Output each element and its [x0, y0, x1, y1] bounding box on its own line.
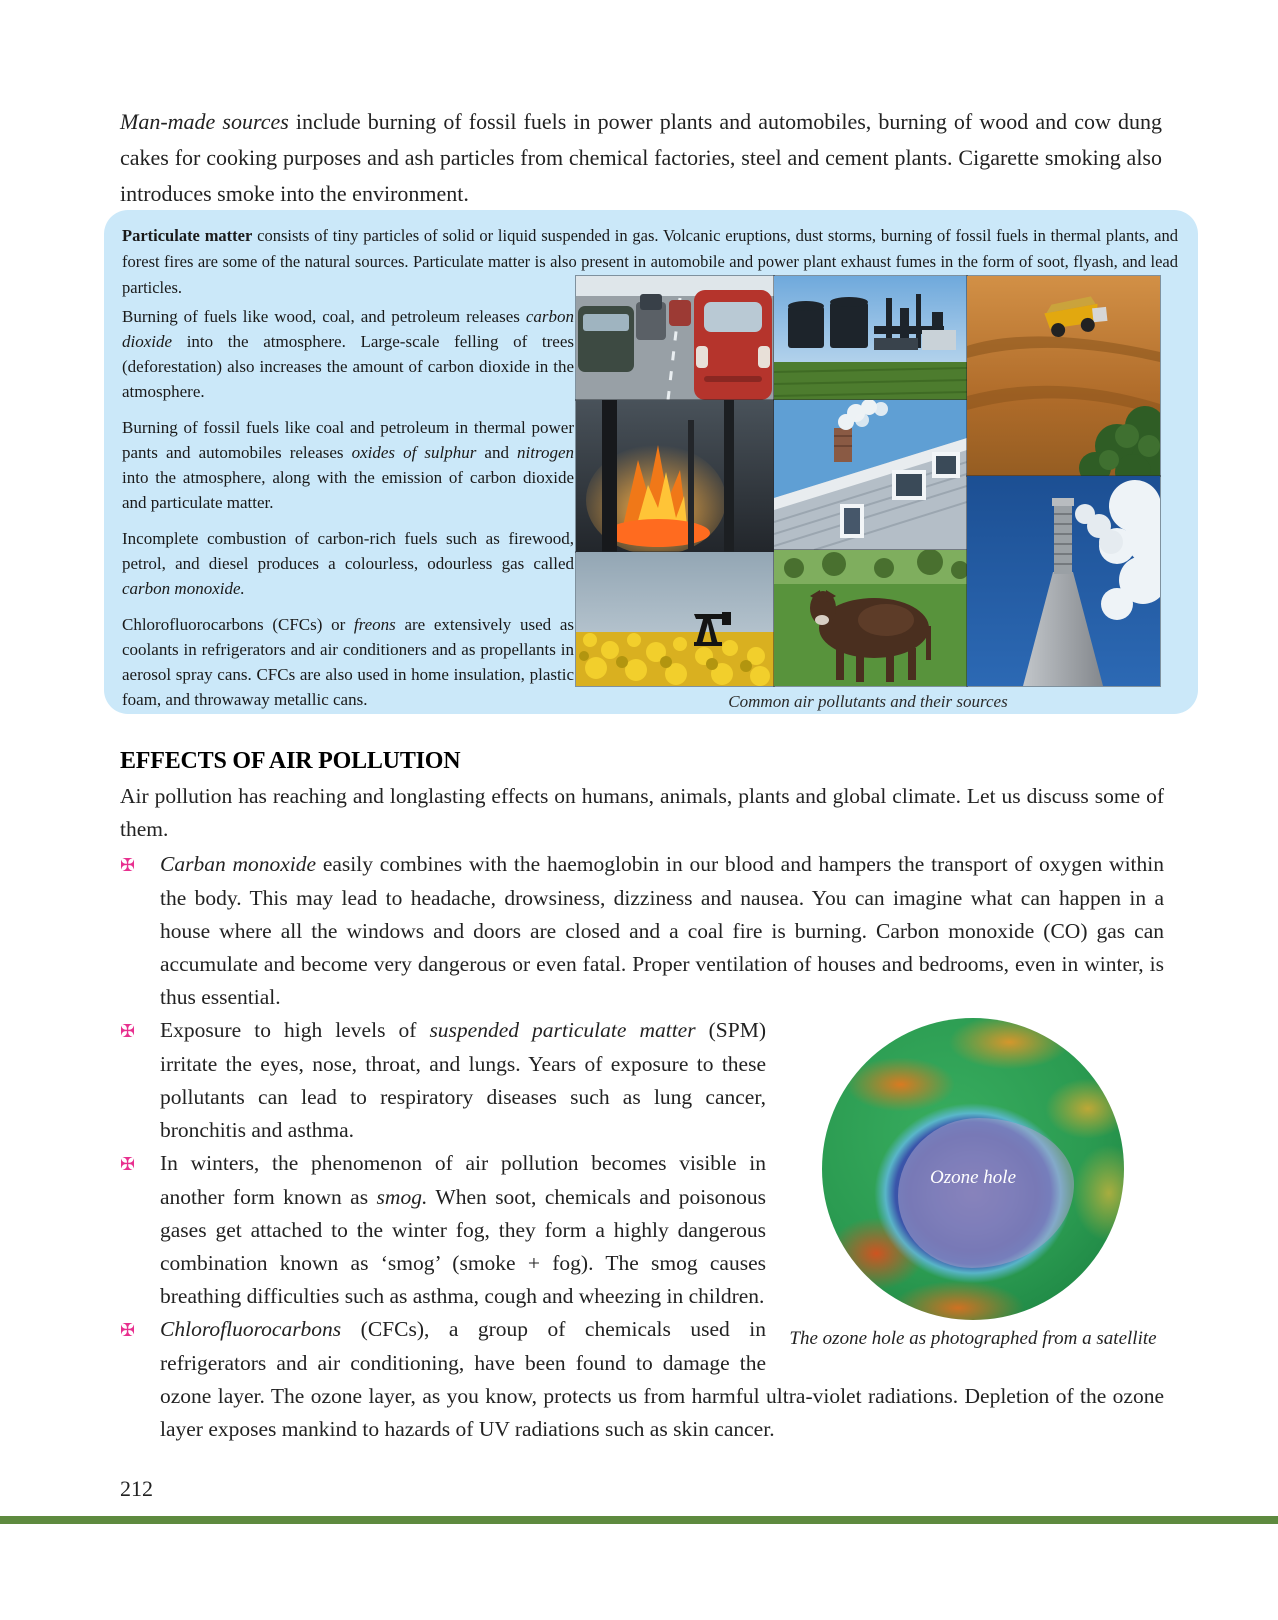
ozone-figure-caption: The ozone hole as photographed from a satellite [789, 1328, 1157, 1349]
footer-rule [0, 1516, 1278, 1524]
page-number: 212 [120, 1476, 153, 1501]
ozone-globe-image [822, 1018, 1124, 1320]
photo-oilfield-pumpjack-flowers [576, 552, 774, 686]
effects-bullet-list [120, 848, 1164, 1446]
photo-traffic-jam [576, 276, 774, 400]
bullet-text: Exposure to high levels of suspended particulate matter (SPM) irritate the eyes, nose, throat, and lungs. Years of exposure to these pollutants can lead to respiratory diseases such as lung cancer, bronchitis and asthma. [160, 1018, 766, 1142]
info-box-paragraph: Chlorofluorocarbons (CFCs) or freons are extensively used as coolants in refrigerators and air conditioners and as propellants in aerosol spray cans. CFCs are also used in home insulation, plastic foam, and throwaway metallic cans. [122, 615, 574, 709]
intro-paragraph: Man-made sources include burning of fossil fuels in power plants and automobiles, burning of wood and cow dung cakes for cooking purposes and ash particles from chemical factories, steel and cement plants. Cigarette smoking also introduces smoke into the environment. [120, 109, 1162, 206]
section-heading: EFFECTS OF AIR POLLUTION [120, 748, 461, 774]
info-box-text-column [122, 304, 574, 723]
maltese-cross-bullet-icon: ✠ [120, 1154, 136, 1175]
info-box-paragraph: Burning of fuels like wood, coal, and petroleum releases carbon dioxide into the atmosphere. Large-scale felling of trees (deforestation) also increases the amount of carbon dioxide in the atmosphere. [122, 307, 574, 401]
collage-grid [576, 276, 1160, 686]
photo-industrial-smokestack [967, 476, 1160, 686]
bullet-text: Chlorofluorocarbons (CFCs), a group of chemicals used in refrigerators and air conditioning, have been found to damage the ozone layer. The ozone layer, as you know, protects us from harmful ultra-violet radiations. Depletion of the ozone layer exposes mankind to hazards of UV radiations such as skin cancer. [160, 1317, 1164, 1441]
info-box-intro: Particulate matter consists of tiny particles of solid or liquid suspended in gas. Volcanic eruptions, dust storms, burning of fossil fuels in thermal plants, and forest fires are some of the natural sources. Particulate matter is also present in automobile and power plant exhaust fumes in the form of soot, flyash, and lead particles. [122, 226, 1179, 297]
bullet-text: Carban monoxide easily combines with the haemoglobin in our blood and hampers the transport of oxygen within the body. This may lead to headache, drowsiness, dizziness and nausea. You can imagine what can happen in a house where all the windows and doors are closed and a coal fire is burning. Carbon monoxide (CO) gas can accumulate and become very dangerous or even fatal. Proper ventilation of houses and bedrooms, even in winter, is thus essential. [160, 852, 1165, 1009]
info-box-paragraph: Burning of fossil fuels like coal and petroleum in thermal power pants and automobiles releases oxides of sulphur and nitrogen into the atmosphere, along with the emission of carbon dioxide and particulate matter. [122, 418, 575, 512]
maltese-cross-bullet-icon: ✠ [120, 855, 136, 876]
photo-forest-fire [576, 400, 774, 552]
antarctica-landmass [898, 1118, 1074, 1268]
photo-open-pit-mine-truck [967, 276, 1160, 476]
photo-house-chimney-smoke [774, 400, 967, 550]
info-box-paragraph: Incomplete combustion of carbon-rich fuels such as firewood, petrol, and diesel produces a colourless, odourless gas called carbon monoxide. [122, 529, 574, 598]
collage-caption: Common air pollutants and their sources [728, 692, 1008, 711]
bullet-text: In winters, the phenomenon of air pollution becomes visible in another form known as smog. When soot, chemicals and poisonous gases get attached to the winter fog, they form a highly dangerous combination known as ‘smog’ (smoke + fog). The smog causes breathing difficulties such as asthma, cough and wheezing in children. [160, 1151, 766, 1308]
ozone-hole-figure [782, 1018, 1164, 1350]
photo-industrial-plant [774, 276, 967, 400]
ozone-hole-label: Ozone hole [929, 1167, 1017, 1189]
pollution-sources-collage [576, 276, 1160, 712]
particulate-matter-info-box [104, 210, 1198, 714]
section-intro: Air pollution has reaching and longlasting effects on humans, animals, plants and global climate. Let us discuss some of them. [120, 784, 1164, 841]
maltese-cross-bullet-icon: ✠ [120, 1320, 136, 1341]
photo-cow-in-pasture [774, 550, 967, 686]
effects-section [120, 748, 1164, 1446]
maltese-cross-bullet-icon: ✠ [120, 1021, 136, 1042]
bullet-item-carbon-monoxide [120, 848, 1164, 1014]
